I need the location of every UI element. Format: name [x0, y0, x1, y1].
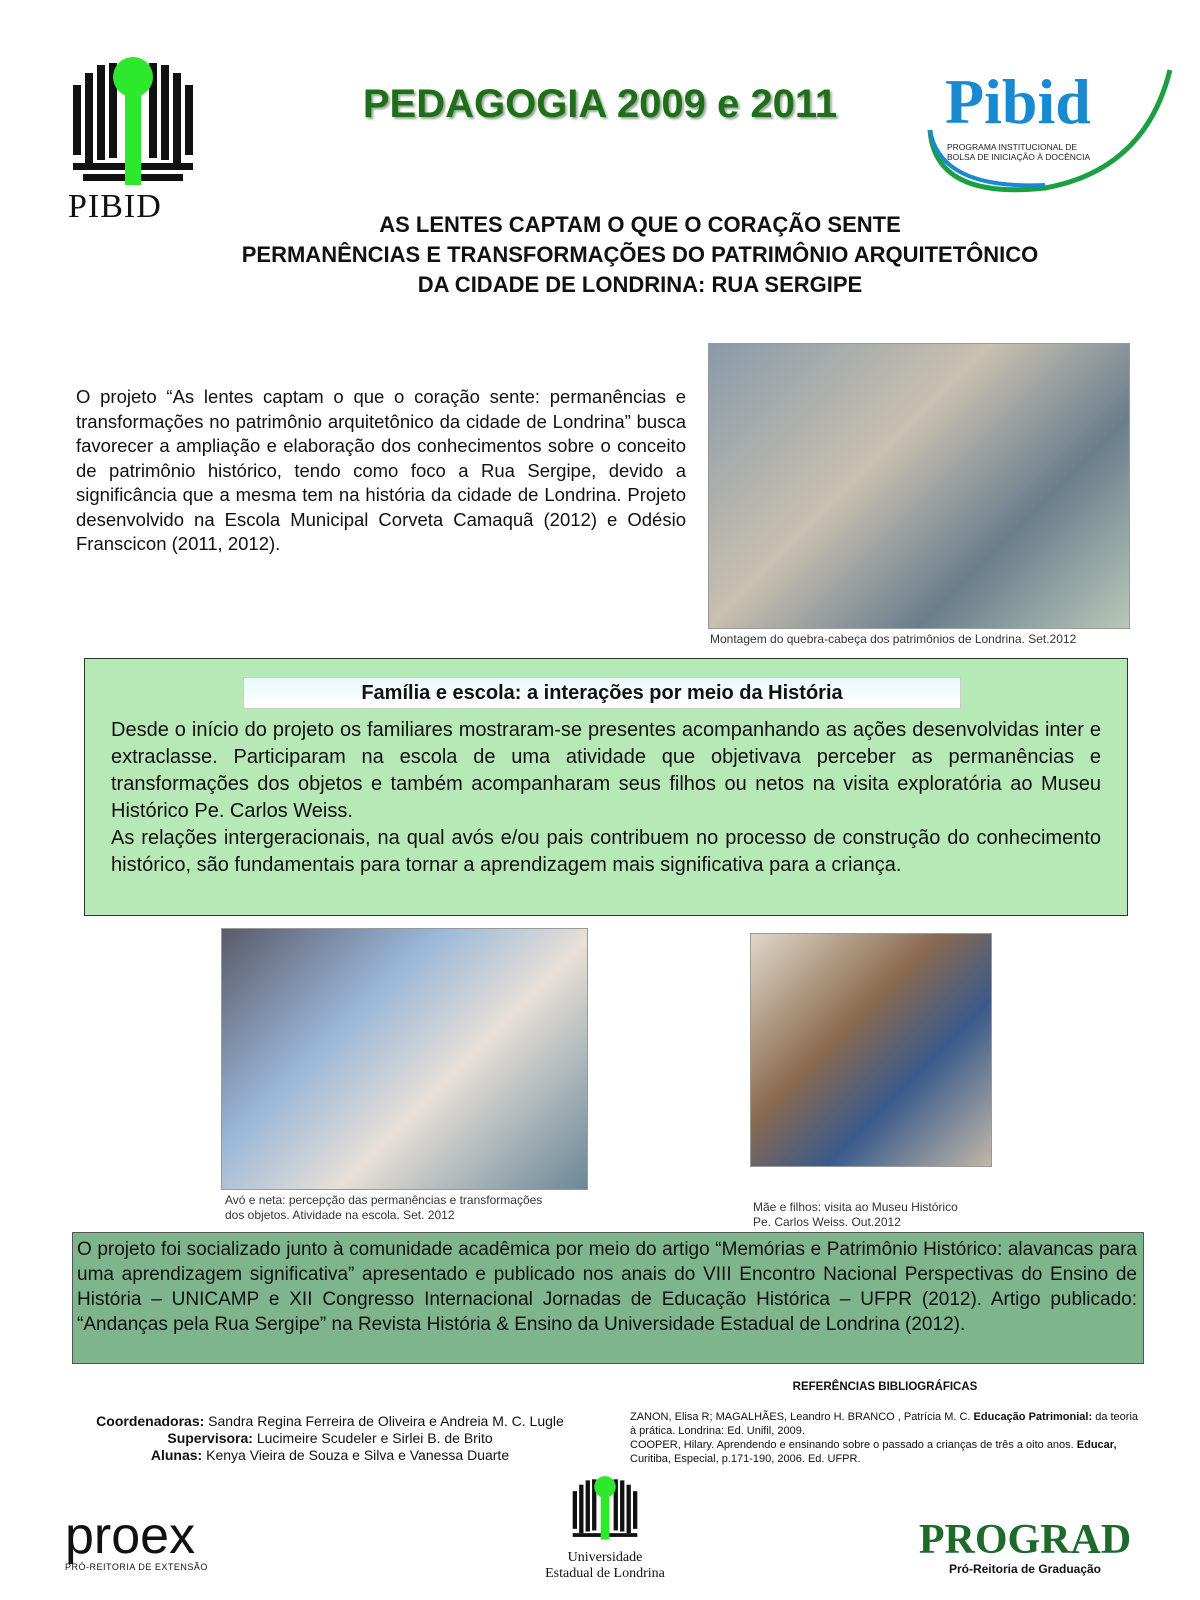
references: [630, 1380, 1140, 1466]
caption-line: Pe. Carlos Weiss. Out.2012: [753, 1215, 901, 1229]
caption-line: Mãe e filhos: visita ao Museu Histórico: [753, 1200, 958, 1214]
uel-logo: [520, 1475, 690, 1582]
caption-line: dos objetos. Atividade na escola. Set. 2012: [225, 1208, 455, 1222]
pibid-logo-text: PIBID: [68, 188, 162, 225]
uel-name-line: Universidade: [567, 1550, 643, 1565]
reference-item: ZANON, Elisa R; MAGALHÃES, Leandro H. BRANCO , Patrícia M. C. Educação Patrimonial: da teoria à prática. Londrina: Ed. Unifil, 2009.: [630, 1411, 1139, 1437]
page-title: PEDAGOGIA 2009 e 2011: [362, 82, 838, 126]
credit-label: Coordenadoras:: [96, 1413, 205, 1429]
credit-value: Lucimeire Scudeler e Sirlei B. de Brito: [252, 1430, 493, 1446]
uel-name-line: Estadual de Londrina: [545, 1566, 665, 1581]
subtitle-line: AS LENTES CAPTAM O QUE O CORAÇÃO SENTE: [379, 212, 901, 237]
credit-line: [60, 1430, 600, 1447]
paragraph: Desde o início do projeto os familiares mostraram-se presentes acompanhando as ações desenvolvidas inter e extraclasse. Participaram na escola de uma atividade que objetivava perceber as permanências e transformações dos objetos e também acompanharam seus filhos ou netos na visita exploratória ao Museu Histórico Pe. Carlos Weiss.: [111, 719, 1101, 822]
reference-item: COOPER, Hilary. Aprendendo e ensinando sobre o passado a crianças de três a oito anos. Educar, Curitiba, Especial, p.171-190, 2006. Ed. UFPR.: [630, 1439, 1117, 1465]
pibid-program-logo: [925, 60, 1175, 200]
prograd-logo: [895, 1518, 1155, 1576]
family-school-section: [84, 658, 1128, 916]
paragraph: As relações intergeracionais, na qual avós e/ou pais contribuem no processo de construção do conhecimento histórico, são fundamentais para tornar a aprendizagem mais significativa para a criança.: [111, 827, 1101, 876]
section-heading: Família e escola: a interações por meio da História: [243, 677, 961, 709]
uel-emblem-icon: [68, 55, 198, 185]
pibid-logo: [68, 55, 198, 225]
proex-wordmark: proex: [65, 1507, 196, 1565]
project-subtitle: [120, 210, 1160, 300]
classroom-photo: [708, 343, 1130, 629]
credit-line: [60, 1447, 600, 1464]
photo-caption: [753, 1200, 958, 1230]
classroom-photo-caption: Montagem do quebra-cabeça dos patrimônios de Londrina. Set.2012: [710, 632, 1077, 646]
prograd-wordmark: PROGRAD: [918, 1517, 1132, 1563]
credit-label: Supervisora:: [167, 1430, 253, 1446]
socialization-text: O projeto foi socializado junto à comunidade acadêmica por meio do artigo “Memórias e Patrimônio Histórico: alavancas para uma aprendizagem significativa” apresentado e publicado nos anais do VIII Encontro Nacional Perspectivas do Ensino de História – UNICAMP e XII Congresso Internacional Jornadas de Educação Histórica – UFPR (2012). Artigo publicado: “Andanças pela Rua Sergipe” na Revista História & Ensino da Universidade Estadual de Londrina (2012).: [77, 1239, 1137, 1335]
proex-sub: PRÓ-REITORIA DE EXTENSÃO: [65, 1562, 208, 1572]
credit-value: Kenya Vieira de Souza e Silva e Vanessa Duarte: [202, 1447, 510, 1463]
credits: [60, 1413, 600, 1464]
uel-emblem-icon: [570, 1475, 640, 1545]
prograd-sub: Pró-Reitoria de Graduação: [948, 1562, 1102, 1576]
section-text: [111, 717, 1101, 879]
proex-logo: [65, 1507, 265, 1580]
museum-visit-photo: [750, 933, 992, 1167]
grandmother-granddaughter-photo: [221, 928, 588, 1190]
credit-value: Sandra Regina Ferreira de Oliveira e Andreia M. C. Lugle: [204, 1413, 564, 1429]
intro-paragraph: O projeto “As lentes captam o que o coração sente: permanências e transformações no patrimônio arquitetônico da cidade de Londrina” busca favorecer a ampliação e elaboração dos conhecimentos sobre o conceito de patrimônio histórico, tendo como foco a Rua Sergipe, devido a significância que a mesma tem na história da cidade de Londrina. Projeto desenvolvido na Escola Municipal Corveta Camaquã (2012) e Odésio Franscicon (2011, 2012).: [76, 386, 686, 554]
credit-line: [60, 1413, 600, 1430]
photo-caption: [225, 1193, 542, 1223]
pibid-sub1: PROGRAMA INSTITUCIONAL DE: [947, 142, 1078, 152]
subtitle-line: PERMANÊNCIAS E TRANSFORMAÇÕES DO PATRIMÔNIO ARQUITETÔNICO: [241, 242, 1039, 267]
pibid-sub2: BOLSA DE INICIAÇÃO À DOCÊNCIA: [947, 152, 1091, 162]
subtitle-line: DA CIDADE DE LONDRINA: RUA SERGIPE: [417, 272, 863, 297]
credit-label: Alunas:: [150, 1447, 203, 1463]
socialization-section: [72, 1232, 1144, 1364]
references-title: REFERÊNCIAS BIBLIOGRÁFICAS: [792, 1381, 978, 1393]
caption-line: Avó e neta: percepção das permanências e transformações: [225, 1193, 543, 1207]
pibid-wordmark: Pibid: [945, 66, 1091, 137]
